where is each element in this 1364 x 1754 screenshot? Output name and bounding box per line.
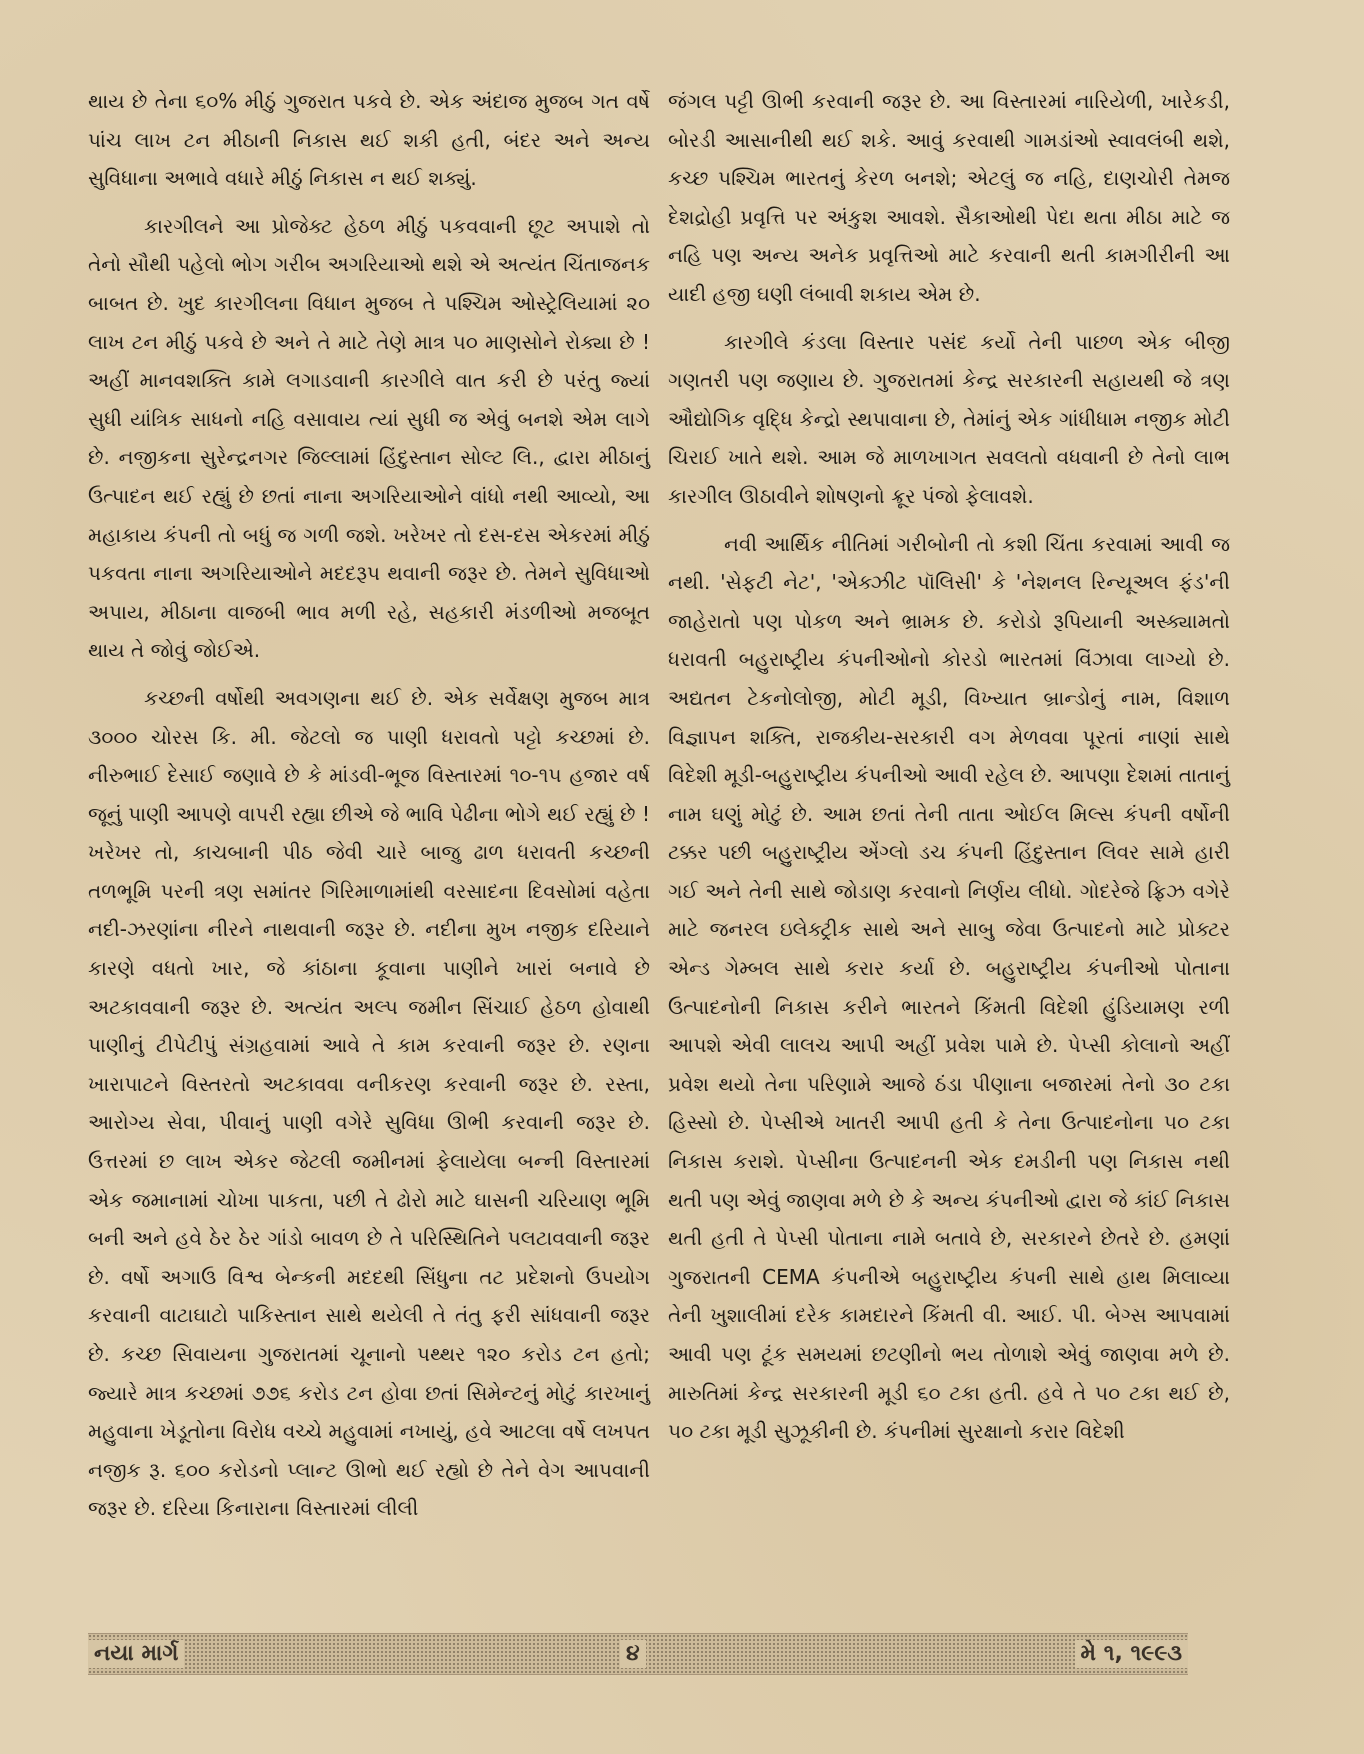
paragraph: કારગીલે કંડલા વિસ્તાર પસંદ કર્યો તેની પાછળ એક બીજી ગણતરી પણ જણાય છે. ગુજરાતમાં કેન્દ્ર સરકારની સહાયથી જે ત્રણ ઔદ્યોગિક વૃદ્ધિ કેન્દ્રો સ્થપાવાના છે, તેમાંનું એક ગાંધીધામ નજીક મોટી ચિરાઈ ખાતે થશે. આમ જે માળખાગત સવલતો વધવાની છે તેનો લાભ કારગીલ ઊઠાવીને શોષણનો ક્રૂર પંજો ફેલાવશે. xyxy=(668,329,1230,508)
paragraph: કારગીલને આ પ્રોજેક્ટ હેઠળ મીઠું પકવવાની છૂટ અપાશે તો તેનો સૌથી પહેલો ભોગ ગરીબ અગરિયાઓ થશે એ અત્યંત ચિંતાજનક બાબત છે. ખુદ કારગીલના વિધાન મુજબ તે પશ્ચિમ ઓસ્ટ્રેલિયામાં ૨૦ લાખ ટન મીઠું પકવે છે અને તે માટે તેણે માત્ર ૫૦ માણસોને રોક્યા છે ! અહીં માનવશક્તિ કામે લગાડવાની કારગીલે વાત કરી છે પરંતુ જ્યાં સુધી યાંત્રિક સાધનો નહિ વસાવાય ત્યાં સુધી જ એવું બનશે એમ લાગે છે. નજીકના સુરેન્દ્રનગર જિલ્લામાં હિંદુસ્તાન સોલ્ટ લિ., દ્વારા મીઠાનું ઉત્પાદન થઈ રહ્યું છે છતાં નાના અગરિયાઓને વાંધો નથી આવ્યો, આ મહાકાય કંપની તો બધું જ ગળી જશે. ખરેખર તો દસ-દસ એકરમાં મીઠું પકવતા નાના અગરિયાઓને મદદરૂપ થવાની જરૂર છે. તેમને સુવિધાઓ અપાય, મીઠાના વાજબી ભાવ મળી રહે, સહકારી મંડળીઓ મજબૂત થાય તે જોવું જોઈએ. xyxy=(88,213,650,663)
page-number: ૪ xyxy=(620,1640,646,1668)
right-column xyxy=(668,82,1230,1451)
page-footer xyxy=(88,1633,1188,1675)
issue-date: મે ૧, ૧૯૯૩ xyxy=(1075,1640,1188,1668)
left-column xyxy=(88,82,650,1528)
paragraph: થાય છે તેના ૬૦% મીઠું ગુજરાત પકવે છે. એક અંદાજ મુજબ ગત વર્ષે પાંચ લાખ ટન મીઠાની નિકાસ થઈ શકી હતી, બંદર અને અન્ય સુવિધાના અભાવે વધારે મીઠું નિકાસ ન થઈ શક્યું. xyxy=(88,89,650,191)
paragraph: જંગલ પટ્ટી ઊભી કરવાની જરૂર છે. આ વિસ્તારમાં નારિયેળી, ખારેકડી, બોરડી આસાનીથી થઈ શકે. આવું કરવાથી ગામડાંઓ સ્વાવલંબી થશે, કચ્છ પશ્ચિમ ભારતનું કેરળ બનશે; એટલું જ નહિ, દાણચોરી તેમજ દેશદ્રોહી પ્રવૃત્તિ પર અંકુશ આવશે. સૈકાઓથી પેદા થતા મીઠા માટે જ નહિ પણ અન્ય અનેક પ્રવૃત્તિઓ માટે કરવાની થતી કામગીરીની આ યાદી હજી ઘણી લંબાવી શકાય એમ છે. xyxy=(668,89,1230,306)
paragraph: નવી આર્થિક નીતિમાં ગરીબોની તો કશી ચિંતા કરવામાં આવી જ નથી. 'સેફટી નેટ', 'એક્ઝીટ પૉલિસી' કે 'નેશનલ રિન્યૂઅલ ફંડ'ની જાહેરાતો પણ પોકળ અને ભ્રામક છે. કરોડો રૂપિયાની અસ્ક્યામતો ધરાવતી બહુરાષ્ટ્રીય કંપનીઓનો કોરડો ભારતમાં વિંઝાવા લાગ્યો છે. અદ્યતન ટેકનોલોજી, મોટી મૂડી, વિખ્યાત બ્રાન્ડોનું નામ, વિશાળ વિજ્ઞાપન શક્તિ, રાજકીય-સરકારી વગ મેળવવા પૂરતાં નાણાં સાથે વિદેશી મૂડી-બહુરાષ્ટ્રીય કંપનીઓ આવી રહેલ છે. આપણા દેશમાં તાતાનું નામ ઘણું મોટું છે. આમ છતાં તેની તાતા ઓઈલ મિલ્સ કંપની વર્ષોની ટક્કર પછી બહુરાષ્ટ્રીય એંગ્લો ડચ કંપની હિંદુસ્તાન લિવર સામે હારી ગઈ અને તેની સાથે જોડાણ કરવાનો નિર્ણય લીધો. ગોદરેજે ફ્રિઝ વગેરે માટે જનરલ ઇલેક્ટ્રીક સાથે અને સાબુ જેવા ઉત્પાદનો માટે પ્રોક્ટર એન્ડ ગેમ્બલ સાથે કરાર કર્યા છે. બહુરાષ્ટ્રીય કંપનીઓ પોતાના ઉત્પાદનોની નિકાસ કરીને ભારતને કિંમતી વિદેશી હુંડિયામણ રળી આપશે એવી લાલચ આપી અહીં પ્રવેશ પામે છે. પેપ્સી કોલાનો અહીં પ્રવેશ થયો તેના પરિણામે આજે ઠંડા પીણાના બજારમાં તેનો ૩૦ ટકા હિસ્સો છે. પેપ્સીએ ખાતરી આપી હતી કે તેના ઉત્પાદનોના ૫૦ ટકા નિકાસ કરાશે. પેપ્સીના ઉત્પાદનની એક દમડીની પણ નિકાસ નથી થતી પણ એવું જાણવા મળે છે કે અન્ય કંપનીઓ દ્વારા જે કાંઈ નિકાસ થતી હતી તે પેપ્સી પોતાના નામે બતાવે છે, સરકારને છેતરે છે. હમણાં ગુજરાતની CEMA કંપનીએ બહુરાષ્ટ્રીય કંપની સાથે હાથ મિલાવ્યા તેની ખુશાલીમાં દરેક કામદારને કિંમતી વી. આઈ. પી. બેગ્સ આપવામાં આવી પણ ટૂંક સમયમાં છટણીનો ભય તોળાશે એવું જાણવા મળે છે. મારુતિમાં કેન્દ્ર સરકારની મૂડી ૬૦ ટકા હતી. હવે તે ૫૦ ટકા થઈ છે, ૫૦ ટકા મૂડી સુઝૂકીની છે. કંપનીમાં સુરક્ષાનો કરાર વિદેશી xyxy=(668,531,1230,1444)
paragraph: કચ્છની વર્ષોથી અવગણના થઈ છે. એક સર્વેક્ષણ મુજબ માત્ર ૩૦૦૦ ચોરસ કિ. મી. જેટલો જ પાણી ધરાવતો પટ્ટો કચ્છમાં છે. નીરુભાઈ દેસાઈ જણાવે છે કે માંડવી-ભૂજ વિસ્તારમાં ૧૦-૧૫ હજાર વર્ષ જૂનું પાણી આપણે વાપરી રહ્યા છીએ જે ભાવિ પેઢીના ભોગે થઈ રહ્યું છે ! ખરેખર તો, કાચબાની પીઠ જેવી ચારે બાજુ ઢાળ ધરાવતી કચ્છની તળભૂમિ પરની ત્રણ સમાંતર ગિરિમાળામાંથી વરસાદના દિવસોમાં વહેતા નદી-ઝરણાંના નીરને નાથવાની જરૂર છે. નદીના મુખ નજીક દરિયાને કારણે વધતો ખાર, જે કાંઠાના કૂવાના પાણીને ખારાં બનાવે છે અટકાવવાની જરૂર છે. અત્યંત અલ્પ જમીન સિંચાઈ હેઠળ હોવાથી પાણીનું ટીપેટીપું સંગ્રહવામાં આવે તે કામ કરવાની જરૂર છે. રણના ખારાપાટને વિસ્તરતો અટકાવવા વનીકરણ કરવાની જરૂર છે. રસ્તા, આરોગ્ય સેવા, પીવાનું પાણી વગેરે સુવિધા ઊભી કરવાની જરૂર છે. ઉત્તરમાં છ લાખ એકર જેટલી જમીનમાં ફેલાયેલા બન્ની વિસ્તારમાં એક જમાનામાં ચોખા પાકતા, પછી તે ઢોરો માટે ઘાસની ચરિયાણ ભૂમિ બની અને હવે ઠેર ઠેર ગાંડો બાવળ છે તે પરિસ્થિતિને પલટાવવાની જરૂર છે. વર્ષો અગાઉ વિશ્વ બેન્કની મદદથી સિંધુના તટ પ્રદેશનો ઉપયોગ કરવાની વાટાઘાટો પાકિસ્તાન સાથે થયેલી તે તંતુ ફરી સાંધવાની જરૂર છે. કચ્છ સિવાયના ગુજરાતમાં ચૂનાનો પથ્થર ૧૨૦ કરોડ ટન હતો; જ્યારે માત્ર કચ્છમાં ૭૭૬ કરોડ ટન હોવા છતાં સિમેન્ટનું મોટું કારખાનું મહુવાના ખેડૂતોના વિરોધ વચ્ચે મહુવામાં નખાયું, હવે આટલા વર્ષે લખપત નજીક રૂ. ૬૦૦ કરોડનો પ્લાન્ટ ઊભો થઈ રહ્યો છે તેને વેગ આપવાની જરૂર છે. દરિયા કિનારાના વિસ્તારમાં લીલી xyxy=(88,685,650,1521)
publication-name: નયા માર્ગ xyxy=(88,1640,184,1668)
